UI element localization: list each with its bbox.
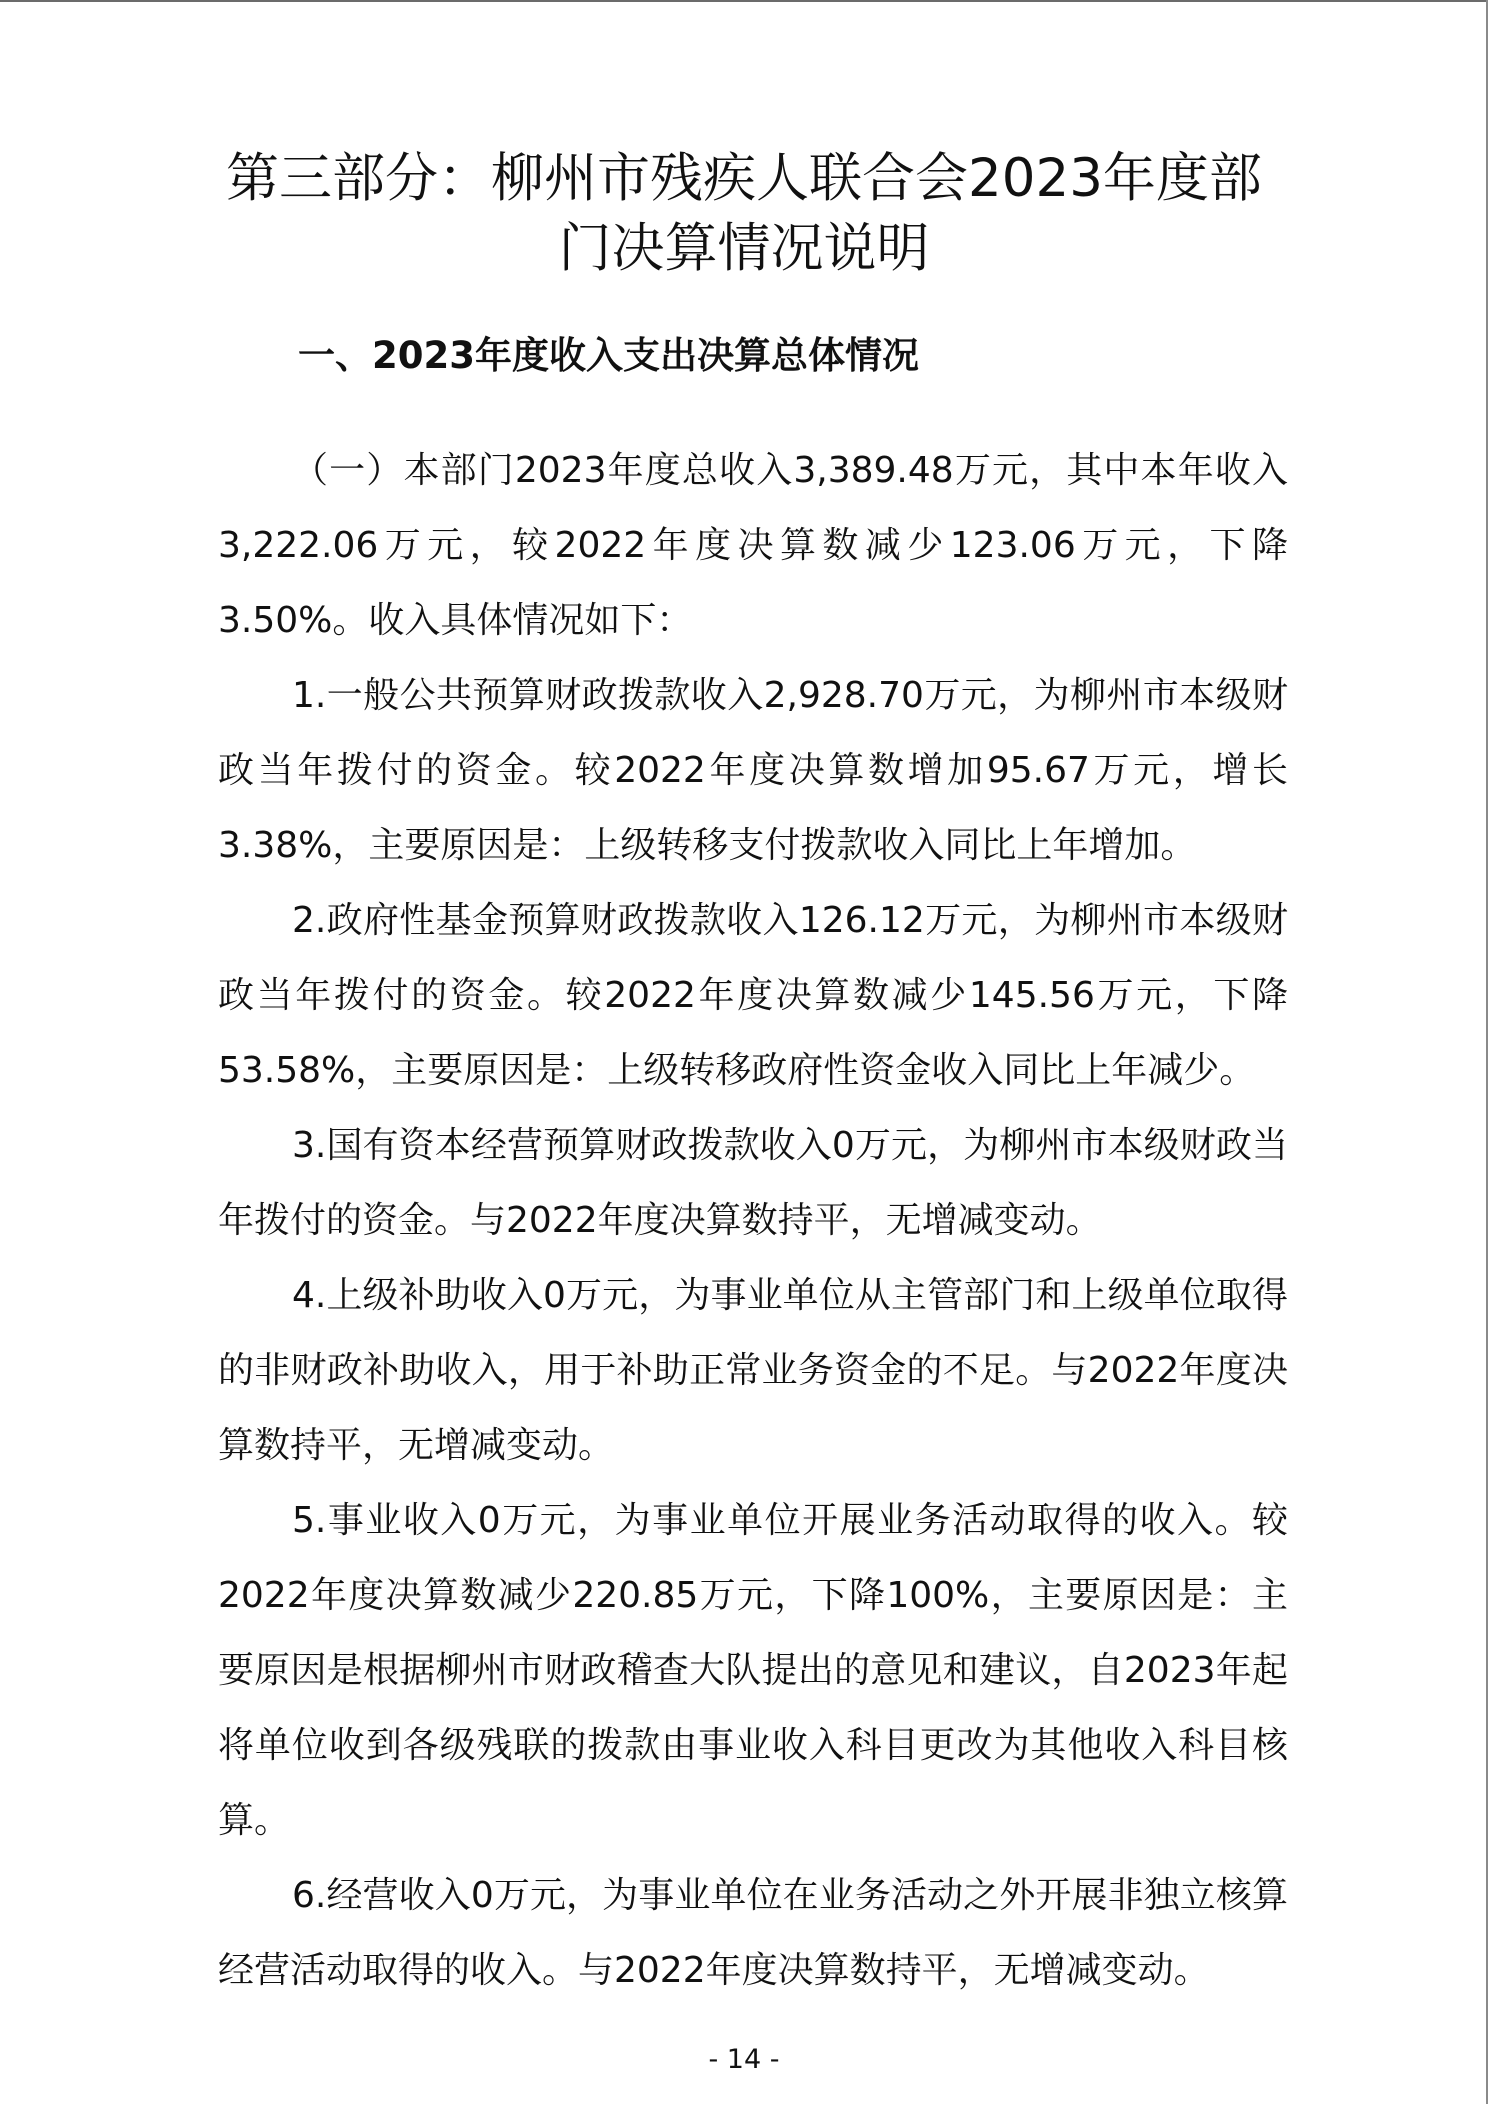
paragraph-operating-income: 6.经营收入0万元，为事业单位在业务活动之外开展非独立核算经营活动取得的收入。与2022年度决算数持平，无增减变动。 [218,1875,1288,1991]
page-top-border [0,0,1488,2]
paragraph-total-income: （一）本部门2023年度总收入3,389.48万元，其中本年收入3,222.06万元，较2022年度决算数减少123.06万元，下降3.50%。收入具体情况如下： [218,450,1288,641]
paragraph-general-budget-income: 1.一般公共预算财政拨款收入2,928.70万元，为柳州市本级财政当年拨付的资金。较2022年度决算数增加95.67万元，增长3.38%，主要原因是：上级转移支付拨款收入同比上年增加。 [218,675,1288,866]
body-text [218,433,1288,2008]
section-heading: 一、2023年度收入支出决算总体情况 [298,334,919,377]
page-number: - 14 - [708,2044,780,2075]
paragraph-business-income: 5.事业收入0万元，为事业单位开展业务活动取得的收入。较2022年度决算数减少220.85万元，下降100%，主要原因是：主要原因是根据柳州市财政稽查大队提出的意见和建议，自2023年起将单位收到各级残联的拨款由事业收入科目更改为其他收入科目核算。 [218,1500,1288,1841]
document-title [180,144,1308,284]
title-line-2: 门决算情况说明 [558,218,930,279]
paragraph-state-capital-income: 3.国有资本经营预算财政拨款收入0万元，为柳州市本级财政当年拨付的资金。与2022年度决算数持平，无增减变动。 [218,1125,1288,1241]
paragraph-superior-subsidy-income: 4.上级补助收入0万元，为事业单位从主管部门和上级单位取得的非财政补助收入，用于补助正常业务资金的不足。与2022年度决算数持平，无增减变动。 [218,1275,1288,1466]
paragraph-government-fund-income: 2.政府性基金预算财政拨款收入126.12万元，为柳州市本级财政当年拨付的资金。较2022年度决算数减少145.56万元，下降53.58%，主要原因是：上级转移政府性资金收入同比上年减少。 [218,900,1288,1091]
title-line-1: 第三部分：柳州市残疾人联合会2023年度部 [226,148,1262,209]
